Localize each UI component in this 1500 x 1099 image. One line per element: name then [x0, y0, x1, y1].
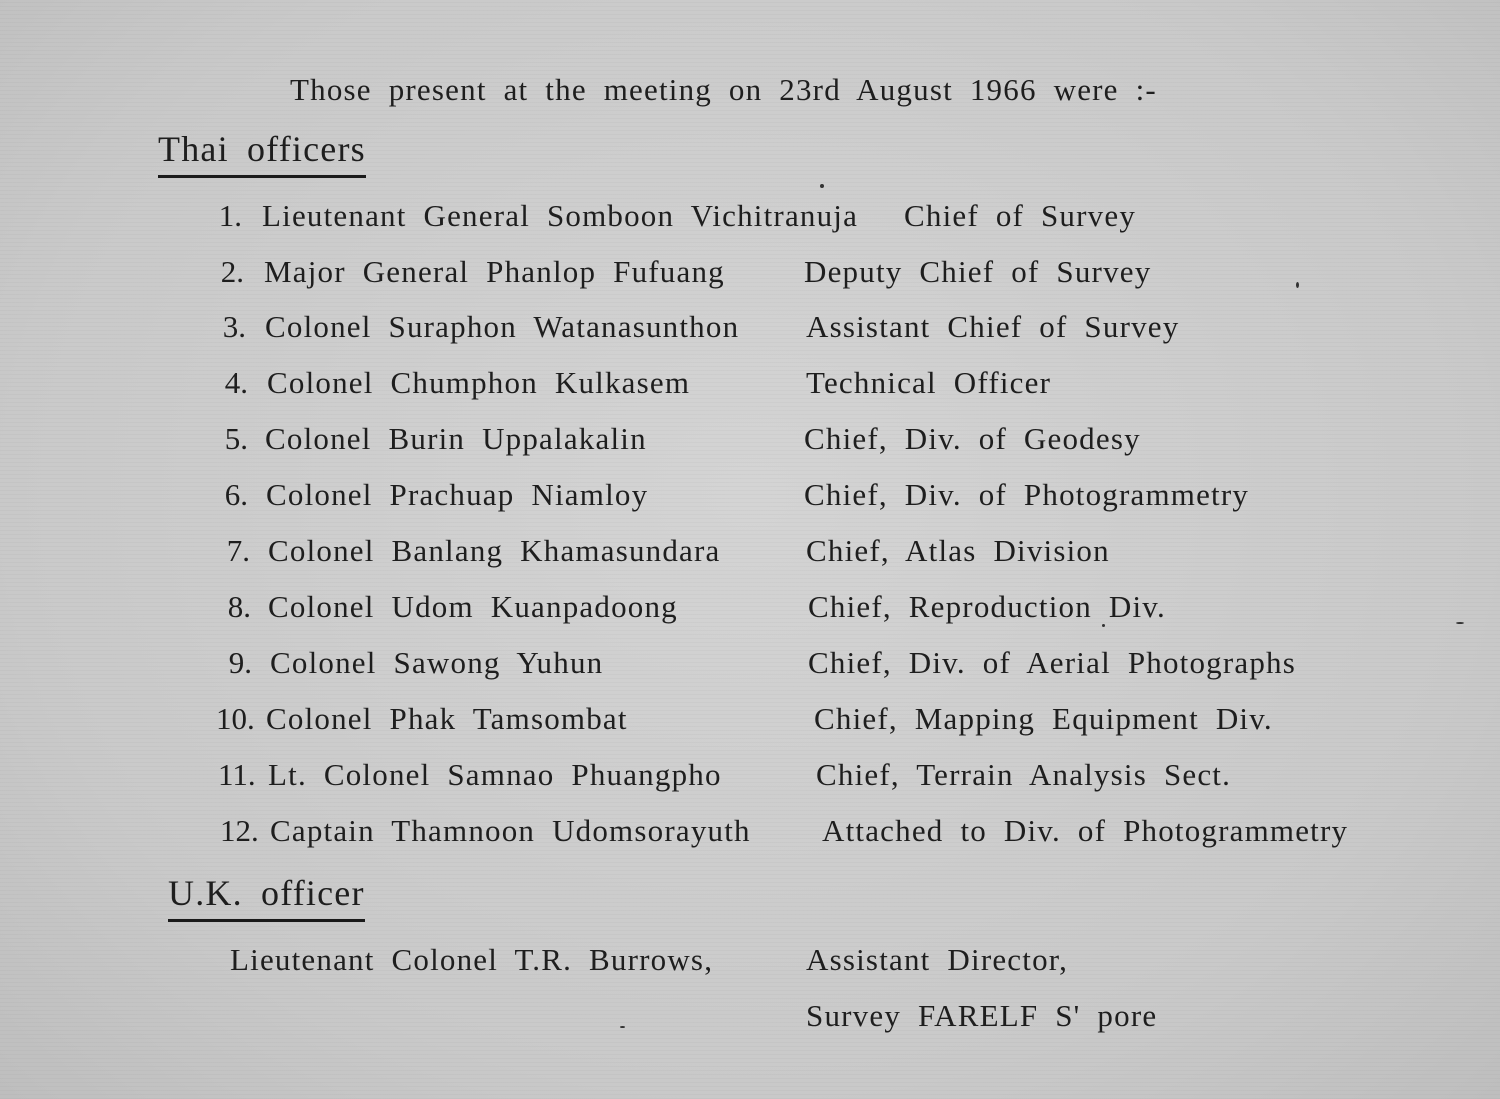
officer-role: Chief of Survey: [904, 198, 1137, 233]
officer-role: Chief, Mapping Equipment Div.: [814, 701, 1273, 736]
officer-name: Colonel Banlang Khamasundara: [268, 533, 721, 568]
officer-row: [0, 533, 1500, 583]
officer-row: [0, 589, 1500, 639]
paper-speck: [620, 1026, 625, 1028]
officer-number: 9.: [228, 645, 252, 680]
officer-row: [0, 477, 1500, 527]
officer-role: Chief, Terrain Analysis Sect.: [816, 757, 1232, 792]
officer-number: 3.: [222, 309, 246, 344]
officer-name: Colonel Burin Uppalakalin: [265, 421, 647, 456]
officer-role: Deputy Chief of Survey: [804, 254, 1152, 289]
officer-name: Colonel Phak Tamsombat: [266, 701, 628, 736]
officer-number: 5.: [224, 421, 248, 456]
officer-row: [0, 309, 1500, 359]
uk-officer-name: Lieutenant Colonel T.R. Burrows,: [230, 942, 714, 977]
officer-role: Chief, Div. of Photogrammetry: [804, 477, 1250, 512]
officer-name: Lieutenant General Somboon Vichitranuja: [262, 198, 859, 233]
paper-speck: [1456, 622, 1464, 624]
officer-name: Lt. Colonel Samnao Phuangpho: [268, 757, 722, 792]
officer-row: [0, 365, 1500, 415]
officer-number: 12.: [220, 813, 259, 848]
officer-row: [0, 757, 1500, 807]
officer-row: [0, 701, 1500, 751]
officer-number: 4.: [224, 365, 248, 400]
paper-speck: [1102, 624, 1105, 627]
officer-role: Chief, Atlas Division: [806, 533, 1110, 568]
officer-role: Attached to Div. of Photogrammetry: [822, 813, 1349, 848]
officer-name: Colonel Suraphon Watanasunthon: [265, 309, 740, 344]
officer-number: 2.: [220, 254, 244, 289]
officer-role: Chief, Div. of Geodesy: [804, 421, 1141, 456]
officer-role: Chief, Reproduction Div.: [808, 589, 1166, 624]
uk-officer-heading: U.K. officer: [168, 872, 365, 922]
thai-officers-heading: Thai officers: [158, 128, 366, 178]
uk-officer-role-continued: Survey FARELF S' pore: [806, 998, 1158, 1033]
officer-row: [0, 254, 1500, 304]
paper-speck: [1296, 282, 1299, 288]
paper-speck: [820, 184, 824, 188]
officer-name: Captain Thamnoon Udomsorayuth: [270, 813, 751, 848]
officer-name: Colonel Udom Kuanpadoong: [268, 589, 678, 624]
uk-officer-role: Assistant Director,: [806, 942, 1069, 977]
officer-row: [0, 198, 1500, 248]
officer-row: [0, 645, 1500, 695]
officer-number: 8.: [227, 589, 251, 624]
officer-role: Chief, Div. of Aerial Photographs: [808, 645, 1297, 680]
officer-name: Colonel Chumphon Kulkasem: [267, 365, 691, 400]
officer-role: Technical Officer: [806, 365, 1052, 400]
officer-name: Colonel Sawong Yuhun: [270, 645, 604, 680]
officer-number: 10.: [216, 701, 255, 736]
officer-name: Colonel Prachuap Niamloy: [266, 477, 649, 512]
officer-name: Major General Phanlop Fufuang: [264, 254, 725, 289]
officer-number: 7.: [226, 533, 250, 568]
officer-row: [0, 421, 1500, 471]
officer-role: Assistant Chief of Survey: [806, 309, 1180, 344]
officer-number: 1.: [218, 198, 242, 233]
intro-line: Those present at the meeting on 23rd August 1966 were :-: [290, 72, 1157, 107]
officer-row: [0, 813, 1500, 863]
officer-number: 6.: [224, 477, 248, 512]
officer-number: 11.: [218, 757, 256, 792]
